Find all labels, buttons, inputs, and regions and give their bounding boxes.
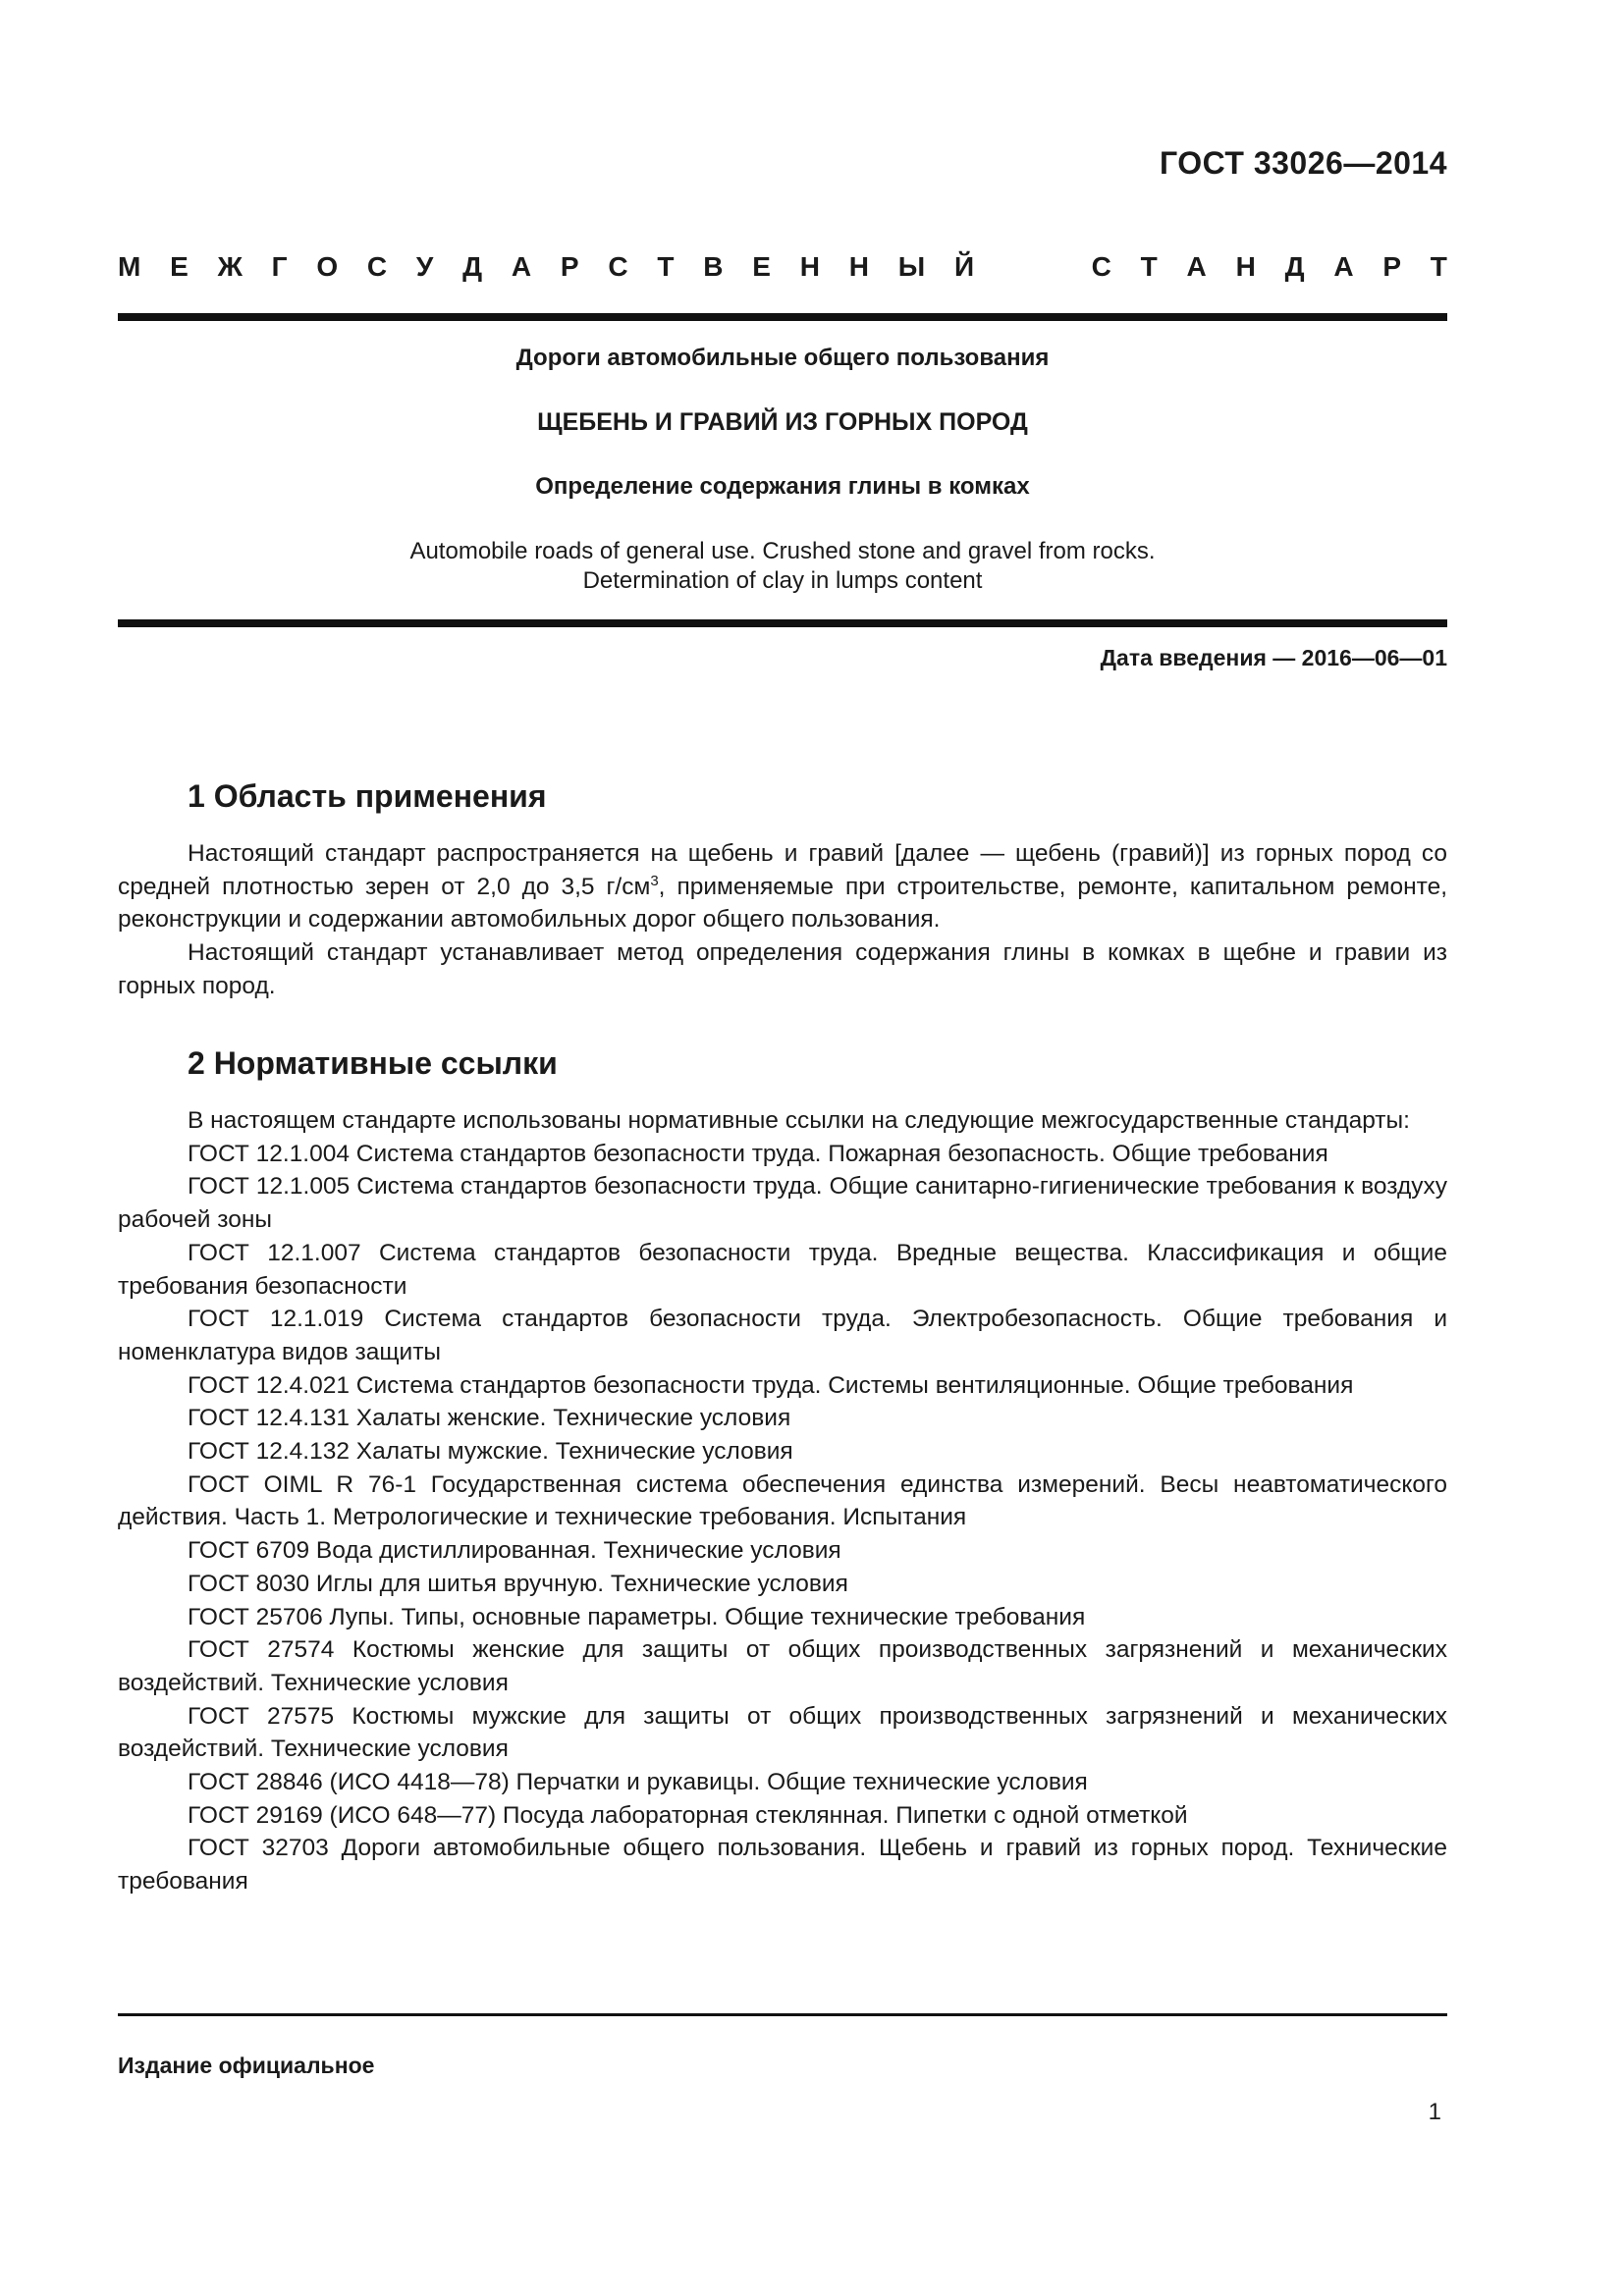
banner-letter: Т <box>657 251 675 282</box>
section-1-body <box>118 837 1447 1003</box>
banner-letter: А <box>1333 251 1354 282</box>
section-1-paragraph-2: Настоящий стандарт устанавливает метод определения содержания глины в комках в щебне и гравии из горных пород. <box>118 939 1447 999</box>
normative-reference-item: ГОСТ 25706 Лупы. Типы, основные параметры. Общие технические требования <box>188 1603 1086 1630</box>
banner-letter: Н <box>848 251 869 282</box>
banner-letter: Т <box>1430 251 1447 282</box>
normative-reference-item: ГОСТ 12.4.021 Система стандартов безопасности труда. Системы вентиляционные. Общие требования <box>188 1371 1354 1399</box>
title-english-line-2: Determination of clay in lumps content <box>582 567 983 594</box>
banner-letter: С <box>1091 251 1111 282</box>
normative-reference-item: ГОСТ 27574 Костюмы женские для защиты от общих производственных загрязнений и механических воздействий. Технические условия <box>118 1636 1447 1696</box>
banner-letter: А <box>1186 251 1207 282</box>
standard-banner <box>118 251 1447 283</box>
normative-reference-item: ГОСТ 29169 (ИСО 648—77) Посуда лабораторная стеклянная. Пипетки с одной отметкой <box>188 1801 1188 1829</box>
banner-letter: М <box>118 251 141 282</box>
normative-reference-item: ГОСТ 28846 (ИСО 4418—78) Перчатки и рукавицы. Общие технические условия <box>188 1769 1088 1796</box>
normative-reference-item: ГОСТ 8030 Иглы для шитья вручную. Технические условия <box>188 1570 848 1597</box>
banner-letter: Р <box>1382 251 1402 282</box>
banner-letter: Н <box>1235 251 1256 282</box>
header-rule-bottom <box>118 619 1447 627</box>
page-number: 1 <box>1428 2099 1441 2125</box>
normative-reference-item: ГОСТ 32703 Дороги автомобильные общего пользования. Щебень и гравий из горных пород. Технические требования <box>118 1835 1447 1896</box>
banner-letter: В <box>703 251 724 282</box>
normative-reference-item: ГОСТ 12.1.019 Система стандартов безопасности труда. Электробезопасность. Общие требования и номенклатура видов защиты <box>118 1306 1447 1365</box>
banner-letter: Й <box>953 251 975 282</box>
banner-letter: Р <box>560 251 579 282</box>
banner-letter: Ж <box>217 251 243 282</box>
title-english-line-1: Automobile roads of general use. Crushed stone and gravel from rocks. <box>409 538 1156 564</box>
normative-reference-item: ГОСТ 12.1.005 Система стандартов безопасности труда. Общие санитарно-гигиенические требования к воздуху рабочей зоны <box>118 1173 1447 1234</box>
section-1-heading: 1 Область применения <box>188 778 547 814</box>
banner-letter: Д <box>462 251 483 282</box>
normative-reference-item: ГОСТ 12.1.004 Система стандартов безопасности труда. Пожарная безопасность. Общие требования <box>188 1140 1328 1167</box>
normative-reference-item: ГОСТ 12.1.007 Система стандартов безопасности труда. Вредные вещества. Классификация и общие требования безопасности <box>118 1239 1447 1300</box>
normative-reference-item: ГОСТ OIML R 76-1 Государственная система обеспечения единства измерений. Весы неавтоматического действия. Часть 1. Метрологические и технические требования. Испытания <box>118 1470 1447 1531</box>
title-english <box>118 537 1447 596</box>
banner-letter: Д <box>1284 251 1305 282</box>
banner-letter: Е <box>170 251 189 282</box>
banner-letter: Г <box>271 251 288 282</box>
banner-letter: А <box>511 251 532 282</box>
section-1-paragraph-1: Настоящий стандарт распространяется на щебень и гравий [далее — щебень (гравий)] из горных пород со средней плотностью зерен от 2,0 до 3,5 $г/см^3$, применяемые при строительстве, ремонте, капитальном ремонте, реконструкции и содержании автомобильных дорог общего пользования. <box>118 840 1447 934</box>
banner-word-gap <box>1003 251 1062 283</box>
banner-letter: Т <box>1140 251 1158 282</box>
title-scope-line: Дороги автомобильные общего пользования <box>515 345 1050 371</box>
normative-reference-item: ГОСТ 12.4.132 Халаты мужские. Технические условия <box>188 1438 793 1466</box>
banner-letter: С <box>608 251 628 282</box>
header-rule-top <box>118 313 1447 321</box>
banner-letter: Е <box>752 251 771 282</box>
superscript-3: 3 <box>650 872 659 889</box>
banner-letter: У <box>415 251 434 282</box>
footer-rule <box>118 2013 1447 2016</box>
official-edition-label: Издание официальное <box>118 2053 375 2078</box>
banner-letter: Ы <box>897 251 926 282</box>
banner-letter: Н <box>799 251 820 282</box>
introduction-date: Дата введения — 2016—06—01 <box>1100 645 1447 670</box>
section-2-heading: 2 Нормативные ссылки <box>188 1045 558 1081</box>
normative-reference-item: ГОСТ 27575 Костюмы мужские для защиты от общих производственных загрязнений и механических воздействий. Технические условия <box>118 1702 1447 1763</box>
title-subtitle: Определение содержания глины в комках <box>535 473 1030 500</box>
section-2-intro: В настоящем стандарте использованы нормативные ссылки на следующие межгосударственные стандарты: <box>188 1107 1410 1134</box>
title-main: ЩЕБЕНЬ И ГРАВИЙ ИЗ ГОРНЫХ ПОРОД <box>537 408 1028 436</box>
banner-letter: О <box>316 251 339 282</box>
normative-reference-item: ГОСТ 12.4.131 Халаты женские. Технические условия <box>188 1405 791 1432</box>
normative-reference-item: ГОСТ 6709 Вода дистиллированная. Технические условия <box>188 1537 841 1565</box>
banner-letter: С <box>366 251 388 282</box>
section-2-body <box>118 1104 1447 1898</box>
document-number: ГОСТ 33026—2014 <box>1159 145 1447 181</box>
